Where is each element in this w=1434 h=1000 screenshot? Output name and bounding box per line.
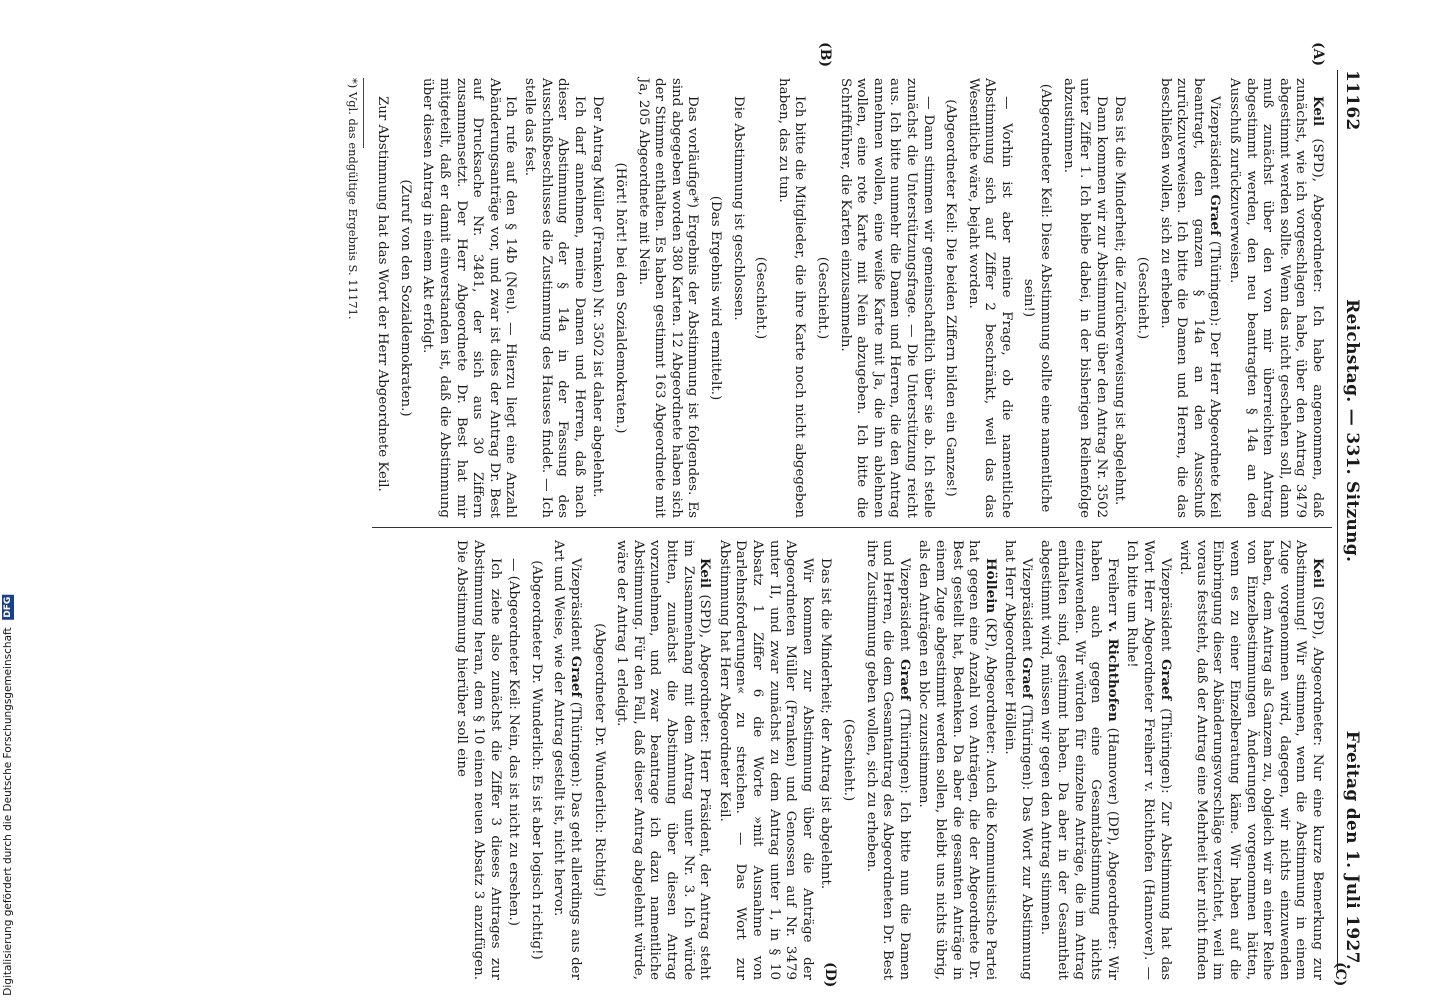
text-paragraph: Ich darf annehmen, meine Damen und Herren, daß nach dieser Abstimmung der § 14a in der Fassung des Ausschußbeschlusses die Zustimmung des Hauses findet. — Ich stelle das fest. — [522, 78, 587, 518]
interjection: (Abgeordneter Keil: Diese Abstimmung sollte eine namentliche sein!) — [1021, 83, 1054, 513]
speech-text: (Thüringen): Zur Abstimmung hat das Wort Herr Abgeordneter Freiherr v. Richthofen (Hannover). — Ich bitte um Ruhe! — [1124, 540, 1173, 980]
interjection: (Geschieht.) — [753, 256, 769, 340]
digitization-text: Digitalisierung gefördert durch die Deutsche Forschungsgemeinschaft — [2, 627, 14, 996]
speaker-title: Vizepräsident — [1018, 558, 1034, 658]
speech-text: (SPD), Abgeordneter: Nur eine kurze Bemerkung zur Abstimmung! Wir stimmen, wenn die Abstimmung in einem Zuge vorgenommen wird, dagegen, wir nichts einzuwenden haben, dem Antrag als Ganzem zu, obgleich wir an einer Reihe von Einzelbestimmungen Änderungen vorgenommen hätten, wenn es zu einer Einzelberatung käme. Wir haben auf die Einbringung dieser Abänderungsvorschläge verzichtet, weil im voraus feststeht, daß der Antrag eine Mehrheit hier nicht finden wird. — [1177, 540, 1325, 980]
text-paragraph: Die Abstimmung ist geschlossen. — [730, 96, 746, 321]
footnote — [344, 78, 364, 320]
interjection: (Hört! hört! bei den Sozialdemokraten.) — [613, 162, 629, 434]
left-column — [344, 78, 1326, 518]
text-paragraph: Der Antrag Müller (Franken) Nr. 3502 ist daher abgelehnt. — [590, 96, 606, 498]
speaker-name: Keil — [697, 558, 714, 589]
speech-text: (SPD), Abgeordneter: Ich habe angenommen, daß zunächst, wie ich vorgeschlagen habe, über den Antrag 3479 abgestimmt werden sollte. Wenn das nicht geschehen soll, dann muß zunächst über den von mir überreichten Antrag abgestimmt werden, den neu beantragten § 14a an den Ausschuß zurückzuverweisen. — [1227, 78, 1325, 518]
speech-paragraph — [613, 540, 714, 980]
digitization-note — [2, 595, 14, 996]
interjection: (Geschieht.) — [840, 718, 856, 802]
speech-text: (SPD), Abgeordneter: Herr Präsident, der Antrag steht im Zusammenhang mit dem Antrag unter Nr. 3. Ich würde bitten, zunächst die Abstimmung über diesen Antrag vorzunehmen, und zwar beantrage ich dazu namentliche Abstimmung. Für den Fall, daß dieser Antrag abgelehnt würde, wäre der Antrag 1 erledigt. — [614, 540, 713, 980]
text-paragraph: Ich rufe auf den § 14b (Neu). — Hierzu liegt eine Anzahl Abänderungsanträge vor, und zwar ist dies der Antrag Dr. Best auf Drucksache Nr. 3481, der sich aus 30 Ziffern zusammensetzt. Der Herr Abgeordnete Dr. Best hat mir mitgeteilt, daß er damit einverstanden ist, daß die Abstimmung über diesen Antrag in einem Akt erfolgt. — [420, 78, 519, 518]
speech-text: (Thüringen): Das geht allerdings aus der Art und Weise, wie der Antrag gestellt ist, nicht hervor. — [551, 540, 584, 980]
footnote-text: *) Vgl. das endgültige Ergebnis S. 11171. — [345, 78, 360, 320]
speaker-title: Freiherr — [1104, 558, 1120, 622]
text-paragraph: — Vorhin ist aber meine Frage, ob die namentliche Abstimmung sich auf Ziffer 2 beschränkt, weil das das Wesentliche wäre, bejaht worden. — [965, 78, 1014, 518]
speech-paragraph — [550, 540, 584, 980]
margin-mark-c: (C) — [1332, 962, 1348, 987]
speech-paragraph — [1225, 78, 1326, 518]
text-paragraph: Ich bitte die Mitglieder, die ihre Karte noch nicht abgegeben haben, das zu tun. — [775, 78, 808, 518]
speech-text: (Thüringen): Der Herr Abgeordnete Keil beantragt, den ganzen § 14a an den Ausschuß zurückzuverweisen. Ich bitte die Damen und Herren, die das beschließen wollen, sich zu erheben. — [1157, 78, 1223, 518]
interjection: (Geschieht.) — [814, 256, 830, 340]
speaker-name: Höllein — [982, 558, 999, 614]
text-paragraph: Wir kommen zur Abstimmung über die Anträge der Abgeordneten Müller (Franken) und Genossen auf Nr. 3479 unter II, und zwar zunächst zu dem Antrag unter 1, in § 10 Absatz 1 Ziffer 6 die Worte »mit Ausnahme von Darlehnsforderungen« zu streichen. — Das Wort zur Abstimmung hat Herr Abgeordneter Keil. — [716, 540, 815, 980]
text-paragraph: Ich ziehe also zunächst die Ziffer 3 dieses Antrages zur Abstimmung heran, dem § 10 einen neuen Absatz 3 anzufügen. Die Abstimmung hierüber soll eine — [454, 540, 503, 980]
right-column — [451, 540, 1326, 980]
text-paragraph: Das ist die Minderheit; der Antrag ist abgelehnt. — [818, 558, 834, 890]
margin-mark-b: (B) — [817, 42, 833, 68]
speech-paragraph — [1176, 540, 1326, 980]
speaker-name: Keil — [1310, 558, 1326, 589]
text-paragraph: Zur Abstimmung hat das Wort der Herr Abgeordnete Keil. — [375, 96, 391, 492]
speaker-title: Vizepräsident — [896, 558, 912, 660]
page-number: 11162 — [1342, 70, 1363, 131]
interjection: (Abgeordneter Keil: Die beiden Ziffern bilden ein Ganzes!) — [943, 99, 959, 497]
speech-paragraph — [1001, 540, 1035, 980]
text-paragraph: Dann kommen wir zur Abstimmung über den Antrag Nr. 3502 unter Ziffer 1. Ich bleibe dabei, in der bisherigen Reihenfolge abzustimmen. — [1060, 78, 1109, 518]
interjection: (Zuruf von den Sozialdemokraten.) — [397, 179, 413, 417]
interjection: (Das Ergebnis wird ermittelt.) — [708, 195, 723, 401]
speaker-name: Graef — [568, 655, 585, 698]
text-paragraph: — Dann stimmen wir gemeinschaftlich über sie ab. Ich stelle zunächst die Unterstützungsfrage. — Die Unterstützung reicht aus. Ich bitte nunmehr die Damen und Herren, die den Antrag annehmen wollen, eine weiße Karte mit Ja, die ihn ablehnen wollen, eine rote Karte mit Nein abzugeben. Ich bitte die Schriftführer, die Karten einzusammeln. — [837, 78, 936, 518]
speech-text: (KP), Abgeordneter: Auch die Kommunistische Partei hat gegen eine Anzahl von Anträgen, die der Abgeordnete Dr. Best gestellt hat, Bedenken. Da aber die gesamten Anträge in einem Zuge abgestimmt werden sollen, bleibt uns nichts übrig, als den Anträgen en bloc zuzustimmen. — [916, 540, 998, 980]
speaker-name: v. Richthofen — [1104, 621, 1121, 722]
speech-paragraph — [1037, 540, 1121, 980]
text-paragraph: — (Abgeordneter Keil: Nein, das ist nicht zu ersehen.) — [506, 558, 522, 926]
page-title: Reichstag. — 331. Sitzung. — [1342, 299, 1363, 563]
interjection: (Geschieht.) — [1135, 256, 1151, 340]
page-header — [1337, 70, 1366, 970]
margin-mark-a: (A) — [1310, 42, 1326, 67]
interjection: (Abgeordneter Dr. Wunderlich: Richtig!) — [591, 623, 607, 897]
speech-paragraph — [862, 540, 913, 980]
speaker-name: Graef — [1157, 658, 1174, 701]
speaker-title: Vizepräsident — [568, 558, 584, 656]
speech-paragraph — [915, 540, 999, 980]
text-paragraph: Das ist die Minderheit; die Zurückverweisung ist abgelehnt. — [1112, 96, 1128, 506]
speech-text: (Thüringen): Ich bitte nun die Damen und Herren, die dem Gesamtantrag des Abgeordneten Dr. Best ihre Zustimmung geben wollen, sich zu erheben. — [863, 540, 912, 980]
text-paragraph: Das vorläufige*) Ergebnis der Abstimmung ist folgendes. Es sind abgegeben worden 380 Karten. 12 Abgeordnete haben sich der Stimme enthalten. Es haben gestimmt 163 Abgeordnete mit Ja, 205 Abgeordnete mit Nein. — [635, 78, 701, 518]
speaker-name: Graef — [896, 659, 913, 701]
speaker-name: Keil — [1310, 96, 1326, 127]
speaker-name: Graef — [1018, 657, 1035, 699]
page-date: Freitag den 1. Juli 1927. — [1342, 730, 1363, 970]
column-divider — [372, 527, 1332, 528]
speech-text: (Hannover) (DP), Abgeordneter: Wir haben auch gegen eine Gesamtabstimmung nichts einzuwenden. Wir würden für einzelne Anträge, die im Antrag enthalten sind, gestimmt haben. Da aber in der Gesamtheit abgestimmt wird, müssen wir gegen den Antrag stimmen. — [1038, 540, 1120, 980]
speaker-title: Vizepräsident — [1207, 96, 1223, 195]
margin-mark-d: (D) — [822, 962, 838, 988]
speech-text: (Thüringen): Das Wort zur Abstimmung hat Herr Abgeordneter Höllein. — [1002, 540, 1034, 980]
speaker-title: Vizepräsident — [1157, 558, 1173, 659]
interjection: (Abgeordneter Dr. Wunderlich: Es ist aber logisch richtig!) — [528, 560, 544, 960]
speaker-name: Graef — [1207, 194, 1224, 236]
speech-paragraph — [1156, 78, 1223, 518]
speech-paragraph — [1123, 540, 1174, 980]
dfg-logo: DFG — [3, 597, 13, 619]
